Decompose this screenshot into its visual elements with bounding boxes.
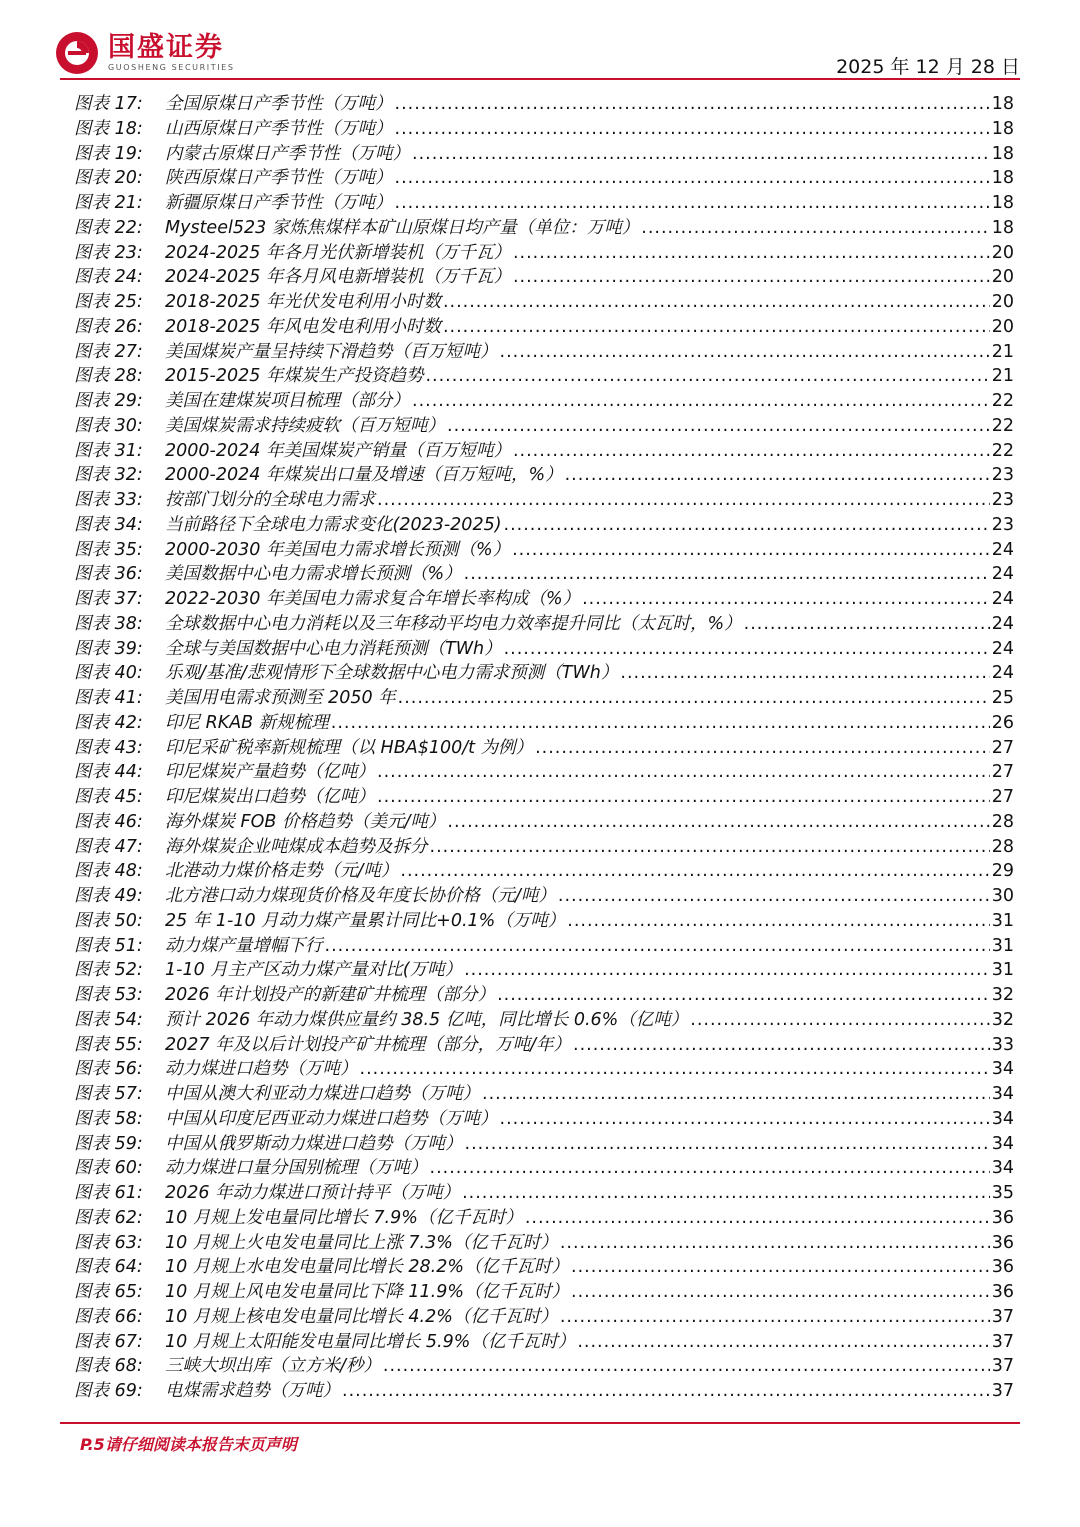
toc-page-number: 27 (991, 737, 1014, 758)
toc-dot-leader (504, 637, 990, 662)
toc-figure-title: 内蒙古原煤日产季节性（万吨） (165, 143, 410, 164)
toc-dot-leader (500, 1107, 990, 1132)
toc-dot-leader (447, 414, 990, 439)
toc-dot-leader (443, 315, 990, 340)
toc-dot-leader (573, 1033, 990, 1058)
toc-entry[interactable] (74, 711, 1014, 736)
guosheng-logo-icon (54, 30, 100, 76)
toc-entry[interactable] (74, 142, 1014, 167)
toc-page-number: 28 (991, 811, 1014, 832)
toc-dot-leader (395, 92, 990, 117)
toc-page-number: 32 (991, 1009, 1014, 1030)
toc-dot-leader (558, 884, 990, 909)
toc-dot-leader (430, 1156, 990, 1181)
toc-page-number: 21 (991, 366, 1014, 387)
toc-page-number: 27 (991, 787, 1014, 807)
toc-dot-leader (535, 736, 990, 761)
toc-figure-number: 图表 62: (74, 1207, 143, 1228)
toc-entry[interactable] (74, 958, 1014, 983)
toc-figure-title: 2018-2025 年风电发电利用小时数 (165, 316, 441, 337)
brand-name-en: GUOSHENG SECURITIES (108, 63, 235, 72)
toc-figure-title: 10 月规上水电发电量同比增长 28.2%（亿千瓦时） (165, 1257, 569, 1278)
toc-page-number: 37 (991, 1381, 1014, 1401)
toc-page-number: 26 (991, 712, 1014, 733)
report-date: 2025 年 12 月 28 日 (836, 56, 1020, 78)
toc-dot-leader (400, 859, 989, 884)
toc-entry[interactable] (74, 661, 1014, 686)
toc-figure-number: 图表 51: (74, 935, 143, 956)
toc-figure-title: 美国用电需求预测至 2050 年 (165, 688, 396, 708)
toc-figure-number: 图表 35: (74, 539, 143, 560)
toc-entry[interactable] (74, 340, 1014, 365)
toc-page-number: 25 (991, 688, 1014, 708)
toc-dot-leader (412, 389, 990, 414)
toc-dot-leader (482, 1082, 990, 1107)
toc-dot-leader (525, 1206, 990, 1231)
toc-page-number: 29 (991, 861, 1014, 882)
toc-dot-leader (377, 760, 990, 785)
toc-entry[interactable] (74, 92, 1014, 117)
toc-page-number: 34 (991, 1108, 1014, 1129)
toc-figure-number: 图表 52: (74, 960, 143, 981)
toc-figure-number: 图表 47: (74, 836, 143, 857)
toc-figure-title: 中国从俄罗斯动力煤进口趋势（万吨） (165, 1133, 463, 1154)
toc-figure-title: 中国从澳大利亚动力煤进口趋势（万吨） (165, 1084, 480, 1104)
toc-dot-leader (412, 142, 990, 167)
toc-entry[interactable] (74, 117, 1014, 142)
toc-entry[interactable] (74, 241, 1014, 266)
toc-figure-title: 山西原煤日产季节性（万吨） (165, 118, 393, 139)
toc-figure-title: 印尼煤炭产量趋势（亿吨） (165, 762, 375, 783)
toc-entry[interactable] (74, 1082, 1014, 1107)
toc-figure-number: 图表 43: (74, 737, 143, 758)
toc-figure-title: 当前路径下全球电力需求变化(2023-2025) (165, 514, 502, 535)
toc-figure-title: 2024-2025 年各月风电新增装机（万千瓦） (165, 267, 511, 288)
toc-figure-title: 按部门划分的全球电力需求 (165, 490, 375, 510)
toc-entry[interactable] (74, 290, 1014, 315)
toc-entry[interactable] (74, 1156, 1014, 1181)
toc-page-number: 37 (991, 1306, 1014, 1327)
toc-figure-number: 图表 59: (74, 1133, 143, 1154)
toc-figure-title: 2000-2030 年美国电力需求增长预测（%） (165, 539, 511, 560)
toc-figure-title: 25 年 1-10 月动力煤产量累计同比+0.1%（万吨） (165, 910, 566, 931)
toc-figure-title: 美国数据中心电力需求增长预测（%） (165, 564, 462, 585)
toc-entry[interactable] (74, 1354, 1014, 1379)
toc-entry[interactable] (74, 1231, 1014, 1256)
toc-figure-title: 2024-2025 年各月光伏新增装机（万千瓦） (165, 242, 511, 263)
toc-figure-title: 印尼煤炭出口趋势（亿吨） (165, 787, 375, 807)
toc-dot-leader (395, 117, 990, 142)
toc-entry[interactable] (74, 364, 1014, 389)
toc-entry[interactable] (74, 1280, 1014, 1305)
toc-figure-number: 图表 20: (74, 168, 143, 189)
toc-figure-number: 图表 68: (74, 1356, 143, 1377)
toc-figure-number: 图表 44: (74, 762, 143, 783)
toc-figure-title: 北方港口动力煤现货价格及年度长协价格（元/吨） (165, 886, 556, 906)
toc-figure-title: 动力煤进口趋势（万吨） (165, 1059, 358, 1080)
toc-dot-leader (425, 364, 989, 389)
toc-page-number: 24 (991, 638, 1014, 659)
toc-figure-number: 图表 36: (74, 564, 143, 585)
toc-entry[interactable] (74, 637, 1014, 662)
toc-entry[interactable] (74, 216, 1014, 241)
toc-figure-title: 海外煤炭企业吨煤成本趋势及拆分 (165, 836, 428, 857)
toc-dot-leader (447, 810, 989, 835)
toc-page-number: 33 (991, 1034, 1014, 1055)
toc-entry[interactable] (74, 1033, 1014, 1058)
toc-figure-title: 电煤需求趋势（万吨） (165, 1381, 340, 1401)
toc-figure-title: 2022-2030 年美国电力需求复合年增长率构成（%） (165, 589, 581, 609)
toc-page-number: 24 (991, 589, 1014, 609)
toc-page-number: 34 (991, 1158, 1014, 1179)
toc-entry[interactable] (74, 785, 1014, 810)
toc-entry[interactable] (74, 389, 1014, 414)
toc-entry[interactable] (74, 736, 1014, 761)
toc-figure-number: 图表 34: (74, 514, 143, 535)
toc-figure-title: 1-10 月主产区动力煤产量对比(万吨） (165, 960, 463, 981)
toc-entry[interactable] (74, 488, 1014, 513)
toc-entry[interactable] (74, 414, 1014, 439)
toc-dot-leader (383, 1354, 990, 1379)
toc-figure-number: 图表 69: (74, 1381, 143, 1401)
toc-page-number: 20 (991, 267, 1014, 288)
toc-figure-title: 动力煤进口量分国别梳理（万吨） (165, 1158, 428, 1179)
toc-page-number: 18 (991, 193, 1014, 213)
toc-figure-number: 图表 38: (74, 613, 143, 634)
toc-dot-leader (377, 785, 990, 810)
toc-figure-number: 图表 29: (74, 391, 143, 411)
toc-page-number: 36 (991, 1232, 1014, 1253)
toc-dot-leader (377, 488, 990, 513)
toc-page-number: 31 (991, 910, 1014, 931)
toc-page-number: 23 (991, 514, 1014, 535)
toc-dot-leader (744, 612, 990, 637)
toc-figure-title: 中国从印度尼西亚动力煤进口趋势（万吨） (165, 1108, 498, 1129)
toc-figure-number: 图表 19: (74, 143, 143, 164)
toc-dot-leader (342, 1379, 990, 1404)
toc-figure-title: 10 月规上风电发电量同比下降 11.9%（亿千瓦时） (165, 1282, 569, 1302)
toc-dot-leader (500, 340, 990, 365)
toc-entry[interactable] (74, 191, 1014, 216)
toc-figure-title: 预计 2026 年动力煤供应量约 38.5 亿吨，同比增长 0.6%（亿吨） (165, 1009, 689, 1030)
toc-page-number: 36 (991, 1282, 1014, 1302)
toc-dot-leader (464, 958, 990, 983)
toc-entry[interactable] (74, 686, 1014, 711)
toc-page-number: 20 (991, 292, 1014, 312)
toc-entry[interactable] (74, 1305, 1014, 1330)
toc-dot-leader (690, 1008, 989, 1033)
toc-dot-leader (504, 513, 990, 538)
toc-figure-number: 图表 27: (74, 341, 143, 362)
toc-figure-title: 北港动力煤价格走势（元/吨） (165, 861, 399, 882)
toc-entry[interactable] (74, 1057, 1014, 1082)
toc-page-number: 36 (991, 1207, 1014, 1228)
toc-figure-number: 图表 67: (74, 1331, 143, 1352)
toc-page-number: 31 (991, 960, 1014, 981)
toc-dot-leader (325, 934, 990, 959)
toc-page-number: 24 (991, 663, 1014, 684)
toc-figure-number: 图表 50: (74, 910, 143, 931)
toc-page-number: 20 (991, 242, 1014, 263)
toc-figure-number: 图表 21: (74, 193, 143, 213)
toc-figure-number: 图表 60: (74, 1158, 143, 1179)
toc-figure-number: 图表 54: (74, 1009, 143, 1030)
toc-figure-title: 2015-2025 年煤炭生产投资趋势 (165, 366, 424, 387)
toc-figure-number: 图表 41: (74, 688, 143, 708)
toc-entry[interactable] (74, 1008, 1014, 1033)
toc-figure-title: 乐观/基准/悲观情形下全球数据中心电力需求预测（TWh） (165, 663, 619, 684)
toc-figure-title: 全球数据中心电力消耗以及三年移动平均电力效率提升同比（太瓦时，%） (165, 613, 742, 634)
toc-dot-leader (571, 1255, 990, 1280)
toc-page-number: 34 (991, 1084, 1014, 1104)
toc-entry[interactable] (74, 1379, 1014, 1404)
toc-entry[interactable] (74, 810, 1014, 835)
toc-figure-title: 全国原煤日产季节性（万吨） (165, 94, 393, 114)
toc-figure-number: 图表 61: (74, 1183, 143, 1203)
toc-figure-number: 图表 64: (74, 1257, 143, 1278)
toc-figure-title: 10 月规上火电发电量同比上涨 7.3%（亿千瓦时） (165, 1232, 558, 1253)
toc-figure-number: 图表 24: (74, 267, 143, 288)
toc-dot-leader (567, 909, 989, 934)
toc-entry[interactable] (74, 1181, 1014, 1206)
toc-dot-leader (582, 587, 990, 612)
toc-page-number: 18 (991, 118, 1014, 139)
toc-page-number: 27 (991, 762, 1014, 783)
toc-figure-number: 图表 30: (74, 415, 143, 436)
toc-figure-title: 10 月规上太阳能发电量同比增长 5.9%（亿千瓦时） (165, 1331, 576, 1352)
toc-entry[interactable] (74, 934, 1014, 959)
toc-figure-number: 图表 23: (74, 242, 143, 263)
toc-entry[interactable] (74, 760, 1014, 785)
toc-page-number: 23 (991, 465, 1014, 486)
toc-entry[interactable] (74, 859, 1014, 884)
toc-figure-title: 美国煤炭产量呈持续下滑趋势（百万短吨） (165, 341, 498, 362)
toc-figure-title: 2000-2024 年美国煤炭产销量（百万短吨） (165, 440, 511, 461)
toc-figure-number: 图表 48: (74, 861, 143, 882)
toc-page-number: 22 (991, 391, 1014, 411)
toc-dot-leader (464, 562, 990, 587)
footer-divider (60, 1422, 1020, 1424)
toc-figure-number: 图表 39: (74, 638, 143, 659)
toc-dot-leader (571, 1280, 990, 1305)
toc-entry[interactable] (74, 909, 1014, 934)
toc-figure-title: 印尼 RKAB 新规梳理 (165, 712, 329, 733)
toc-page-number: 18 (991, 168, 1014, 189)
toc-page-number: 24 (991, 613, 1014, 634)
toc-page-number: 34 (991, 1059, 1014, 1080)
header-divider (60, 78, 1020, 80)
toc-page-number: 37 (991, 1331, 1014, 1352)
toc-figure-number: 图表 32: (74, 465, 143, 486)
toc-page-number: 35 (991, 1183, 1014, 1203)
toc-dot-leader (513, 439, 990, 464)
toc-entry[interactable] (74, 884, 1014, 909)
toc-entry[interactable] (74, 612, 1014, 637)
toc-figure-number: 图表 22: (74, 217, 143, 238)
toc-dot-leader (560, 1305, 990, 1330)
toc-figure-number: 图表 58: (74, 1108, 143, 1129)
toc-figure-number: 图表 42: (74, 712, 143, 733)
toc-entry[interactable] (74, 538, 1014, 563)
toc-figure-number: 图表 28: (74, 366, 143, 387)
toc-page-number: 21 (991, 341, 1014, 362)
toc-page-number: 34 (991, 1133, 1014, 1154)
toc-page-number: 36 (991, 1257, 1014, 1278)
toc-figure-title: 10 月规上发电量同比增长 7.9%（亿千瓦时） (165, 1207, 523, 1228)
toc-entry[interactable] (74, 835, 1014, 860)
toc-page-number: 32 (991, 985, 1014, 1005)
toc-figure-number: 图表 66: (74, 1306, 143, 1327)
toc-figure-title: 印尼采矿税率新规梳理（以 HBA$100/t 为例） (165, 737, 534, 758)
toc-page-number: 18 (991, 143, 1014, 164)
toc-entry[interactable] (74, 265, 1014, 290)
toc-figure-title: 2026 年动力煤进口预计持平（万吨） (165, 1183, 461, 1203)
toc-dot-leader (465, 1132, 990, 1157)
toc-page-number: 31 (991, 935, 1014, 956)
toc-dot-leader (513, 241, 990, 266)
toc-page-number: 24 (991, 539, 1014, 560)
toc-figure-title: 全球与美国数据中心电力消耗预测（TWh） (165, 638, 502, 659)
toc-entry[interactable] (74, 315, 1014, 340)
toc-figure-title: 三峡大坝出库（立方米/秒） (165, 1356, 381, 1377)
toc-dot-leader (360, 1057, 990, 1082)
toc-entry[interactable] (74, 513, 1014, 538)
toc-figure-number: 图表 33: (74, 490, 143, 510)
toc-dot-leader (331, 711, 990, 736)
toc-figure-number: 图表 63: (74, 1232, 143, 1253)
toc-figure-number: 图表 55: (74, 1034, 143, 1055)
toc-dot-leader (395, 191, 990, 216)
toc-figure-title: 2000-2024 年煤炭出口量及增速（百万短吨，%） (165, 465, 563, 486)
toc-figure-number: 图表 26: (74, 316, 143, 337)
brand-name-cn: 国盛证券 (108, 32, 224, 63)
toc-figure-title: 美国在建煤炭项目梳理（部分） (165, 391, 410, 411)
toc-figure-title: 美国煤炭需求持续疲软（百万短吨） (165, 415, 445, 436)
toc-entry[interactable] (74, 1330, 1014, 1355)
toc-page-number: 30 (991, 886, 1014, 906)
toc-page-number: 23 (991, 490, 1014, 510)
toc-figure-number: 图表 53: (74, 985, 143, 1005)
toc-figure-number: 图表 37: (74, 589, 143, 609)
toc-figure-title: 新疆原煤日产季节性（万吨） (165, 193, 393, 213)
toc-page-number: 37 (991, 1356, 1014, 1377)
toc-entry[interactable] (74, 1206, 1014, 1231)
toc-figure-number: 图表 57: (74, 1084, 143, 1104)
figure-index (74, 92, 1014, 1404)
toc-dot-leader (512, 538, 990, 563)
toc-figure-title: 海外煤炭 FOB 价格趋势（美元/吨） (165, 811, 446, 832)
toc-figure-number: 图表 31: (74, 440, 143, 461)
toc-dot-leader (497, 983, 990, 1008)
toc-dot-leader (513, 265, 990, 290)
toc-figure-title: 2018-2025 年光伏发电利用小时数 (165, 292, 441, 312)
toc-entry[interactable] (74, 983, 1014, 1008)
toc-figure-title: 动力煤产量增幅下行 (165, 935, 323, 956)
toc-figure-number: 图表 49: (74, 886, 143, 906)
toc-dot-leader (443, 290, 990, 315)
toc-entry[interactable] (74, 1255, 1014, 1280)
toc-dot-leader (395, 166, 990, 191)
toc-dot-leader (620, 661, 989, 686)
toc-entry[interactable] (74, 166, 1014, 191)
toc-dot-leader (560, 1231, 990, 1256)
toc-figure-number: 图表 46: (74, 811, 143, 832)
toc-entry[interactable] (74, 1132, 1014, 1157)
toc-figure-title: Mysteel523 家炼焦煤样本矿山原煤日均产量（单位：万吨） (165, 217, 640, 238)
toc-figure-title: 陕西原煤日产季节性（万吨） (165, 168, 393, 189)
toc-dot-leader (577, 1330, 989, 1355)
toc-page-number: 18 (991, 94, 1014, 114)
toc-entry[interactable] (74, 1107, 1014, 1132)
toc-dot-leader (430, 835, 990, 860)
toc-entry[interactable] (74, 439, 1014, 464)
toc-figure-title: 2027 年及以后计划投产矿井梳理（部分，万吨/年） (165, 1034, 571, 1055)
toc-figure-number: 图表 25: (74, 292, 143, 312)
toc-entry[interactable] (74, 562, 1014, 587)
toc-figure-number: 图表 45: (74, 787, 143, 807)
company-logo (54, 30, 235, 76)
toc-dot-leader (565, 463, 990, 488)
toc-figure-number: 图表 65: (74, 1282, 143, 1302)
toc-figure-number: 图表 17: (74, 94, 143, 114)
toc-figure-title: 10 月规上核电发电量同比增长 4.2%（亿千瓦时） (165, 1306, 558, 1327)
toc-entry[interactable] (74, 587, 1014, 612)
toc-page-number: 28 (991, 836, 1014, 857)
footer-disclaimer: P.5请仔细阅读本报告末页声明 (80, 1435, 297, 1454)
toc-dot-leader (398, 686, 990, 711)
toc-entry[interactable] (74, 463, 1014, 488)
toc-page-number: 20 (991, 316, 1014, 337)
toc-page-number: 22 (991, 440, 1014, 461)
toc-figure-number: 图表 18: (74, 118, 143, 139)
toc-page-number: 22 (991, 415, 1014, 436)
toc-figure-number: 图表 56: (74, 1059, 143, 1080)
toc-figure-number: 图表 40: (74, 663, 143, 684)
toc-page-number: 18 (991, 217, 1014, 238)
toc-page-number: 24 (991, 564, 1014, 585)
toc-dot-leader (462, 1181, 990, 1206)
toc-dot-leader (641, 216, 989, 241)
toc-figure-title: 2026 年计划投产的新建矿井梳理（部分） (165, 985, 496, 1005)
